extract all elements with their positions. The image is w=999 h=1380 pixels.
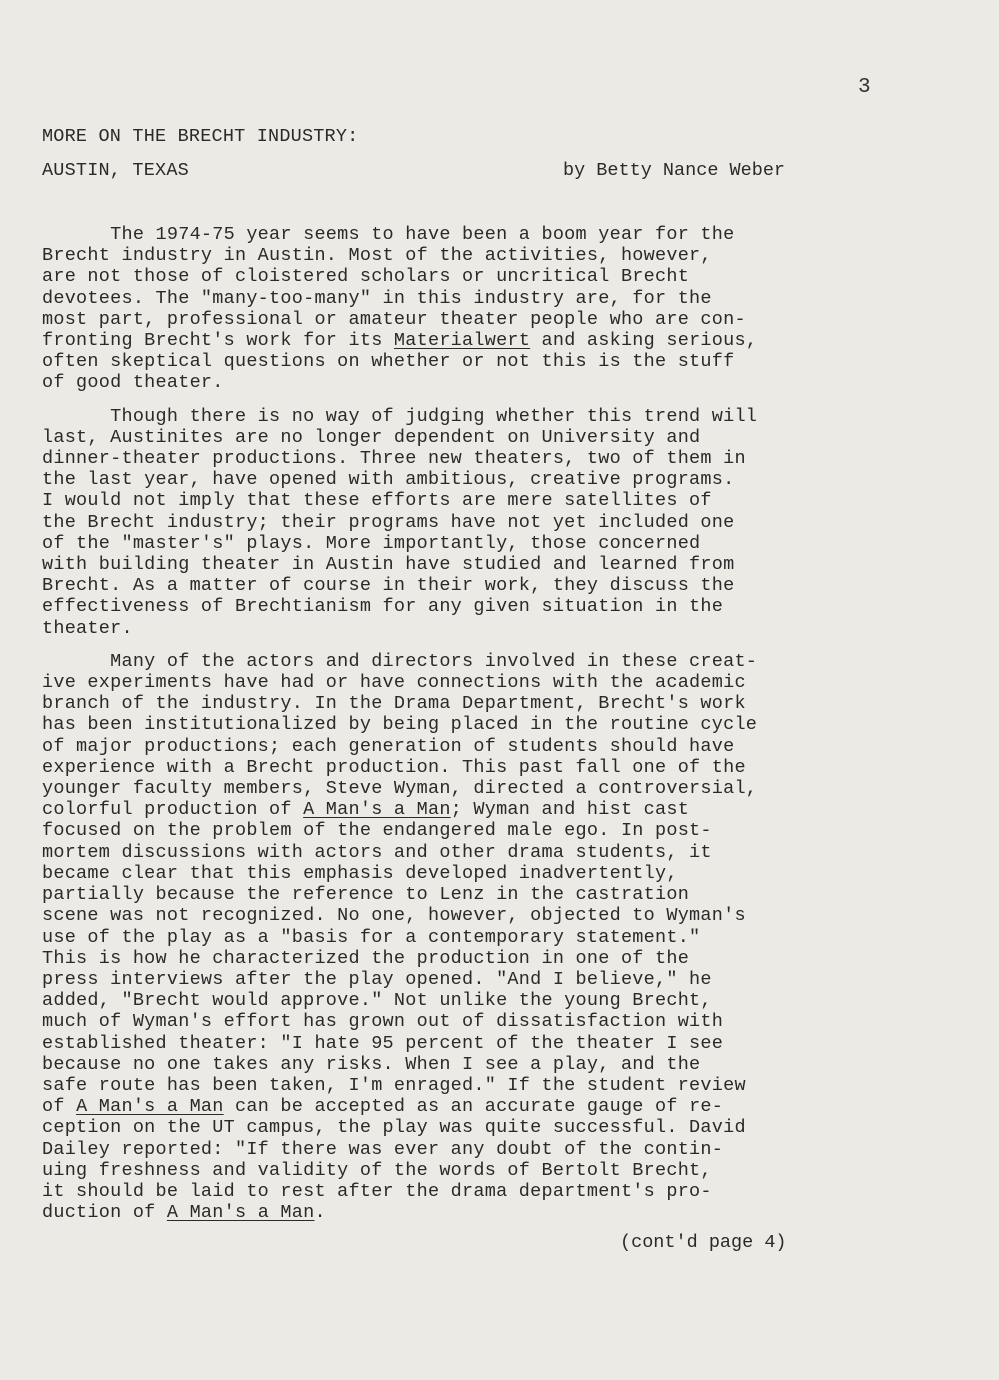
article-body	[42, 224, 902, 1235]
paragraph	[42, 651, 902, 1223]
underlined-title: Materialwert	[393, 330, 531, 352]
text-line: of the "master's" plays. More importantly, those concerned	[42, 532, 701, 554]
text-line: most part, professional or amateur theater people who are con-	[42, 308, 746, 330]
text-line: it should be laid to rest after the drama department's pro-	[42, 1180, 712, 1202]
text-line: scene was not recognized. No one, however, objected to Wyman's	[42, 905, 746, 927]
text-line: theater.	[42, 617, 133, 639]
text-line: much of Wyman's effort has grown out of dissatisfaction with	[42, 1011, 724, 1033]
paragraph	[42, 406, 902, 639]
text-line: of good theater.	[42, 372, 224, 394]
underlined-title: A Man's a Man	[303, 799, 451, 821]
text-line: with building theater in Austin have studied and learned from	[42, 554, 735, 576]
underlined-title: A Man's a Man	[166, 1202, 315, 1224]
text-line: partially because the reference to Lenz in the castration	[42, 884, 690, 906]
text-line: I would not imply that these efforts are mere satellites of	[42, 490, 712, 512]
text-line: the Brecht industry; their programs have not yet included one	[42, 511, 735, 533]
text-line: ception on the UT campus, the play was quite successful. David	[42, 1117, 746, 1139]
text-line: duction of A Man's a Man.	[42, 1202, 326, 1224]
text-line: Brecht. As a matter of course in their work, they discuss the	[42, 575, 735, 597]
article-location: AUSTIN, TEXAS	[42, 160, 189, 181]
text-line: the last year, have opened with ambitious, creative programs.	[42, 469, 735, 491]
text-line: dinner-theater productions. Three new theaters, two of them in	[42, 448, 746, 470]
paragraph	[42, 224, 902, 394]
page-number: 3	[858, 76, 871, 99]
text-line: of major productions; each generation of students should have	[42, 735, 735, 757]
text-line: added, "Brecht would approve." Not unlike the young Brecht,	[42, 990, 712, 1012]
text-line: devotees. The "many-too-many" in this industry are, for the	[42, 287, 712, 309]
text-line: focused on the problem of the endangered male ego. In post-	[42, 820, 712, 842]
text-line: use of the play as a "basis for a contemporary statement."	[42, 926, 701, 948]
text-line: Dailey reported: "If there was ever any doubt of the contin-	[42, 1138, 724, 1160]
text-line: often skeptical questions on whether or not this is the stuff	[42, 351, 735, 373]
article-byline: by Betty Nance Weber	[563, 160, 786, 181]
underlined-title: A Man's a Man	[76, 1096, 224, 1118]
text-line: colorful production of A Man's a Man; Wyman and hist cast	[42, 799, 690, 821]
article-title: MORE ON THE BRECHT INDUSTRY:	[42, 126, 359, 147]
text-line: uing freshness and validity of the words of Bertolt Brecht,	[42, 1159, 712, 1181]
text-line: mortem discussions with actors and other drama students, it	[42, 841, 712, 863]
text-line: has been institutionalized by being placed in the routine cycle	[42, 714, 758, 736]
text-line: last, Austinites are no longer dependent on University and	[42, 426, 701, 448]
text-line: ive experiments have had or have connections with the academic	[42, 672, 746, 694]
text-line: effectiveness of Brechtianism for any given situation in the	[42, 596, 724, 618]
text-line: became clear that this emphasis developed inadvertently,	[42, 862, 678, 884]
text-line: press interviews after the play opened. "And I believe," he	[42, 968, 712, 990]
text-line: Though there is no way of judging whether this trend will	[42, 405, 758, 427]
text-line: of A Man's a Man can be accepted as an accurate gauge of re-	[42, 1096, 724, 1118]
text-line: because no one takes any risks. When I see a play, and the	[42, 1053, 701, 1075]
text-line: are not those of cloistered scholars or uncritical Brecht	[42, 266, 690, 288]
text-line: younger faculty members, Steve Wyman, directed a controversial,	[42, 778, 758, 800]
text-line: Brecht industry in Austin. Most of the activities, however,	[42, 245, 712, 267]
text-line: established theater: "I hate 95 percent of the theater I see	[42, 1032, 724, 1054]
text-line: This is how he characterized the production in one of the	[42, 947, 690, 969]
text-line: branch of the industry. In the Drama Department, Brecht's work	[42, 693, 746, 715]
text-line: fronting Brecht's work for its Materialwert and asking serious,	[42, 330, 758, 352]
text-line: experience with a Brecht production. This past fall one of the	[42, 756, 746, 778]
continued-note: (cont'd page 4)	[620, 1232, 787, 1253]
text-line: safe route has been taken, I'm enraged." If the student review	[42, 1074, 746, 1096]
text-line: The 1974-75 year seems to have been a boom year for the	[42, 224, 735, 245]
text-line: Many of the actors and directors involved in these creat-	[42, 650, 758, 672]
